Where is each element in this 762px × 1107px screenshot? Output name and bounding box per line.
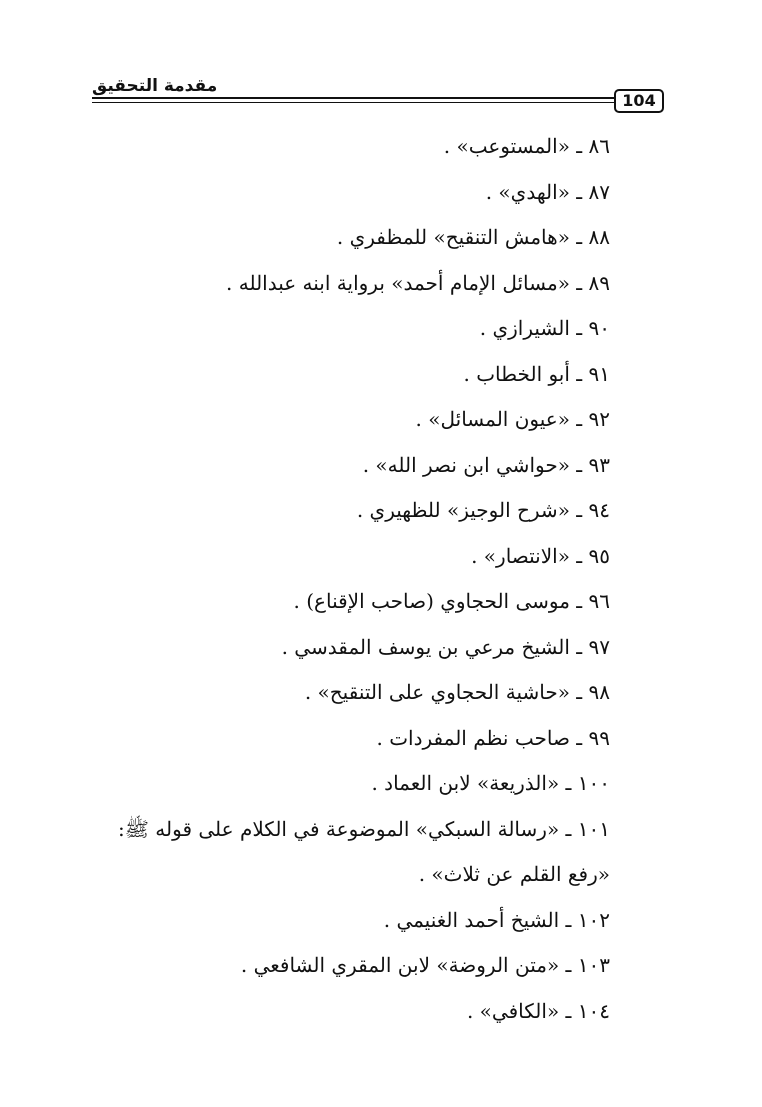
entry-number: ٩٥ [588, 543, 610, 568]
entry-number: ٨٧ [588, 179, 610, 204]
entry-number: ٩١ [588, 361, 610, 386]
list-item: ١٠٠ ـ «الذريعة» لابن العماد . [371, 771, 610, 795]
entry-text: «المستوعب» . [443, 134, 570, 158]
list-item: ١٠٣ ـ «متن الروضة» لابن المقري الشافعي . [240, 953, 610, 977]
entry-text: «الانتصار» . [471, 543, 570, 568]
entry-list [80, 124, 610, 1034]
list-item: ٨٨ ـ «هامش التنقيح» للمظفري . [336, 225, 610, 249]
entry-number: ١٠٤ [577, 998, 610, 1023]
entry-number: ٨٩ [588, 270, 610, 295]
entry-text: «متن الروضة» لابن المقري الشافعي . [240, 953, 560, 977]
list-item: ٩٥ ـ «الانتصار» . [471, 543, 610, 568]
entry-text: صاحب نظم المفردات . [376, 725, 570, 750]
entry-number: ١٠٣ [577, 953, 610, 977]
entry-number: ١٠١ [577, 816, 610, 841]
list-item: ١٠١ ـ «رسالة السبكي» الموضوعة في الكلام على قوله ﷺ: «رفع القلم عن ثلاث» . [118, 816, 610, 886]
list-item: ٨٦ ـ «المستوعب» . [443, 134, 610, 158]
entry-text: الشيخ أحمد الغنيمي . [383, 907, 560, 932]
entry-text: «شرح الوجيز» للظهيري . [356, 498, 570, 522]
entry-number: ٨٦ [588, 134, 610, 158]
list-item: ٩٣ ـ «حواشي ابن نصر الله» . [362, 452, 610, 477]
entry-text: «حواشي ابن نصر الله» . [362, 452, 570, 477]
entry-number: ٩٧ [588, 634, 610, 659]
entry-text: أبو الخطاب . [463, 361, 570, 386]
entry-number: ١٠٠ [577, 771, 610, 795]
list-item: ٨٧ ـ «الهدي» . [485, 179, 610, 204]
entry-number: ٨٨ [588, 225, 610, 249]
entry-text: موسى الحجاوي (صاحب الإقناع) . [293, 589, 570, 613]
page-number-box [614, 89, 664, 113]
list-item: ٩٢ ـ «عيون المسائل» . [415, 407, 610, 431]
entry-number: ٩٣ [588, 452, 610, 477]
list-item: ٩٨ ـ «حاشية الحجاوي على التنقيح» . [304, 680, 610, 704]
list-item: ٩٠ ـ الشيرازي . [479, 316, 610, 340]
list-item: ٩٤ ـ «شرح الوجيز» للظهيري . [356, 498, 610, 522]
entry-text: «الذريعة» لابن العماد . [371, 771, 560, 795]
entry-text: «الكافي» . [466, 998, 560, 1023]
list-item: ٨٩ ـ «مسائل الإمام أحمد» برواية ابنه عبدالله . [226, 270, 610, 295]
entry-number: ٩٠ [588, 316, 610, 340]
entry-text: الشيخ مرعي بن يوسف المقدسي . [281, 634, 570, 659]
entry-number: ٩٦ [588, 589, 610, 613]
entry-text: «رسالة السبكي» الموضوعة في الكلام على قوله ﷺ: «رفع القلم عن ثلاث» . [118, 816, 610, 886]
list-item: ٩٦ ـ موسى الحجاوي (صاحب الإقناع) . [293, 589, 610, 613]
entry-text: «هامش التنقيح» للمظفري . [336, 225, 570, 249]
entry-number: ٩٤ [588, 498, 610, 522]
list-item: ١٠٤ ـ «الكافي» . [466, 998, 610, 1023]
header-rule-thick [92, 97, 614, 99]
entry-text: «حاشية الحجاوي على التنقيح» . [304, 680, 570, 704]
list-item: ٩١ ـ أبو الخطاب . [463, 361, 610, 386]
list-item: ١٠٢ ـ الشيخ أحمد الغنيمي . [383, 907, 610, 932]
entry-number: ٩٨ [588, 680, 610, 704]
entry-text: «مسائل الإمام أحمد» برواية ابنه عبدالله . [226, 270, 570, 295]
list-item: ٩٧ ـ الشيخ مرعي بن يوسف المقدسي . [281, 634, 610, 659]
page-number: 104 [622, 91, 656, 110]
entry-number: ٩٩ [588, 725, 610, 750]
list-item: ٩٩ ـ صاحب نظم المفردات . [376, 725, 610, 750]
entry-text: «عيون المسائل» . [415, 407, 570, 431]
entry-number: ١٠٢ [577, 907, 610, 932]
entry-text: الشيرازي . [479, 316, 570, 340]
header-rule-thin [92, 102, 614, 103]
entry-number: ٩٢ [588, 407, 610, 431]
header-title: مقدمة التحقيق [92, 76, 218, 96]
entry-text: «الهدي» . [485, 179, 570, 204]
